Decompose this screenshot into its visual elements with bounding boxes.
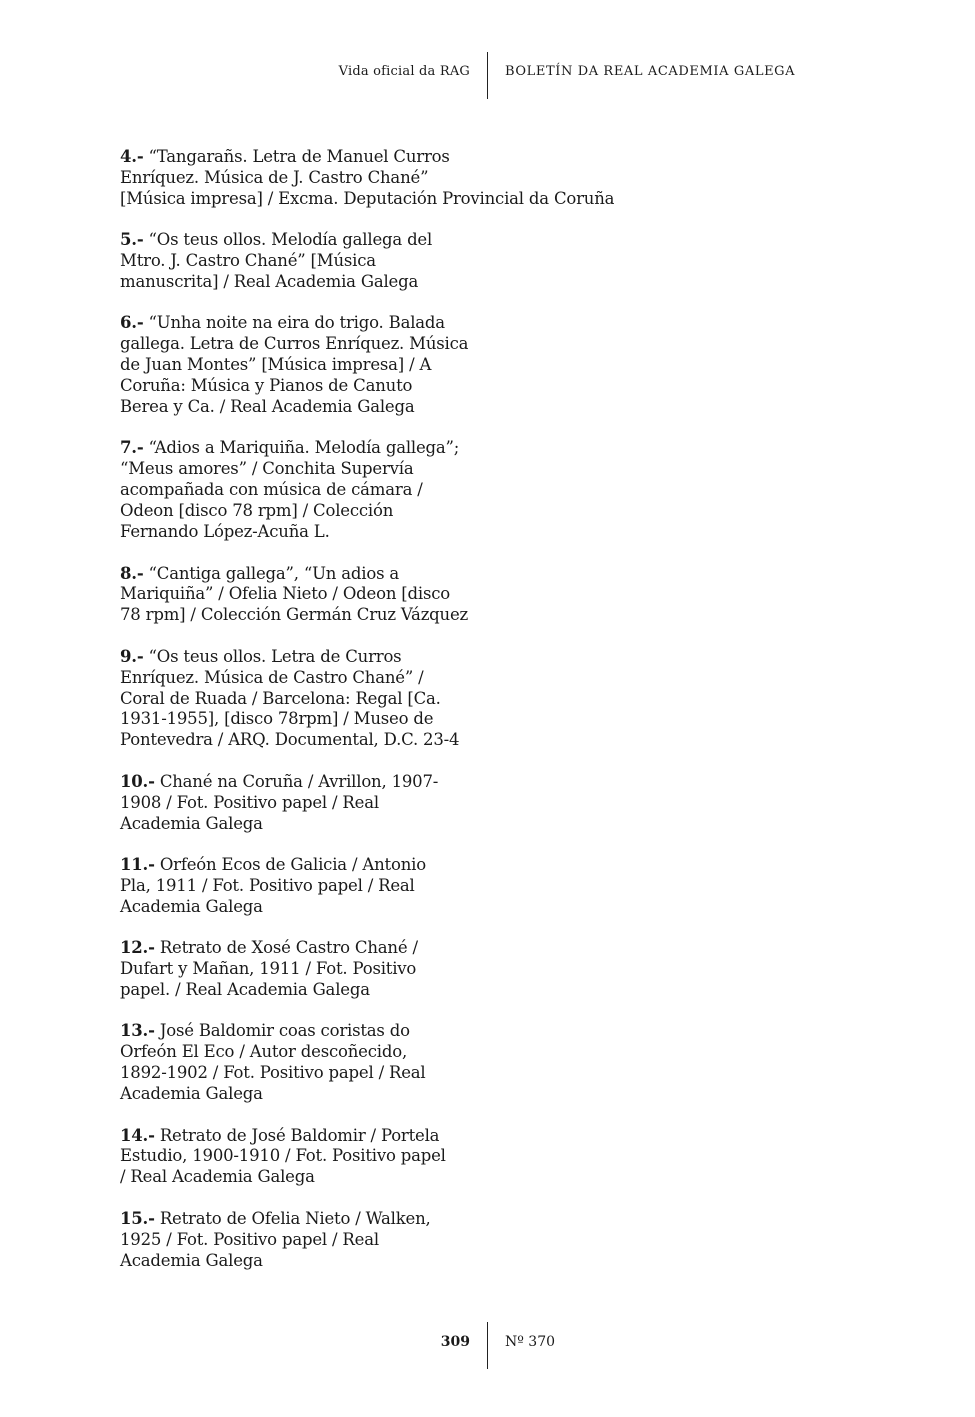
catalogue-list [120, 147, 615, 1292]
catalogue-entry-9 [120, 647, 600, 752]
catalogue-entry-13 [120, 1021, 600, 1105]
entry-line: 78 rpm] / Colección Germán Cruz Vázquez [120, 605, 469, 625]
catalogue-entry-11 [120, 855, 600, 918]
entry-text: “Os teus ollos. Letra de Curros [148, 646, 402, 666]
entry-text: Retrato de Xosé Castro Chané / [159, 938, 418, 958]
entry-line: gallega. Letra de Curros Enríquez. Música [120, 334, 469, 354]
entry-number: 14.- [120, 1125, 155, 1145]
catalogue-entry-7 [120, 438, 600, 543]
entry-line: papel. / Real Academia Galega [120, 980, 370, 999]
entry-number: 4.- [120, 147, 144, 166]
running-header-section: Vida oficial da RAG [338, 64, 470, 79]
entry-line [120, 313, 600, 334]
entry-line: Enríquez. Música de Castro Chané” / [120, 667, 424, 687]
entry-line: Estudio, 1900-1910 / Fot. Positivo papel [120, 1146, 446, 1166]
running-header-publication: BOLETÍN DA REAL ACADEMIA GALEGA [505, 64, 796, 79]
entry-line: de Juan Montes” [Música impresa] / A [120, 355, 432, 375]
entry-number: 15.- [120, 1208, 155, 1228]
entry-line: Dufart y Mañan, 1911 / Fot. Positivo [120, 959, 417, 979]
entry-line [120, 1021, 600, 1042]
entry-text: José Baldomir coas coristas do [159, 1021, 410, 1041]
entry-line [120, 855, 600, 876]
entry-number: 9.- [120, 646, 144, 666]
page-number: 309 [440, 1334, 470, 1350]
entry-number: 6.- [120, 313, 144, 333]
entry-number: 8.- [120, 563, 144, 583]
entry-line [120, 1126, 600, 1147]
entry-line: acompañada con música de cámara / [120, 480, 423, 500]
entry-line [120, 772, 600, 793]
entry-line: Academia Galega [120, 1250, 263, 1270]
entry-line: 1908 / Fot. Positivo papel / Real [120, 792, 379, 812]
entry-text: “Tangarañs. Letra de Manuel Curros [148, 147, 450, 166]
catalogue-entry-14 [120, 1126, 600, 1189]
entry-line: Mtro. J. Castro Chané” [Música [120, 251, 376, 271]
entry-text: Retrato de José Baldomir / Portela [159, 1125, 440, 1145]
entry-line: 1892-1902 / Fot. Positivo papel / Real [120, 1063, 426, 1083]
entry-line: Academia Galega [120, 1084, 263, 1104]
entry-line [120, 1209, 600, 1230]
header-divider [487, 52, 488, 99]
entry-text: Chané na Coruña / Avrillon, 1907- [159, 771, 439, 791]
entry-line: Academia Galega [120, 813, 263, 833]
entry-line: Mariquiña” / Ofelia Nieto / Odeon [disco [120, 584, 451, 604]
entry-line: Academia Galega [120, 896, 263, 916]
issue-number: Nº 370 [505, 1334, 556, 1350]
entry-text: Orfeón Ecos de Galicia / Antonio [159, 854, 426, 874]
entry-line: Odeon [disco 78 rpm] / Colección [120, 501, 394, 521]
entry-line [120, 564, 600, 585]
entry-number: 5.- [120, 230, 144, 250]
footer-divider [487, 1322, 488, 1369]
entry-line: Orfeón El Eco / Autor descoñecido, [120, 1042, 407, 1062]
catalogue-entry-4 [120, 147, 615, 210]
entry-line: 1931-1955], [disco 78rpm] / Museo de [120, 709, 434, 729]
entry-line [120, 230, 600, 251]
entry-line [120, 938, 600, 959]
catalogue-entry-5 [120, 230, 600, 293]
entry-line: [Música impresa] / Excma. Deputación Provincial da Coruña [120, 188, 615, 208]
catalogue-entry-6 [120, 313, 600, 418]
entry-text: “Os teus ollos. Melodía gallega del [148, 230, 433, 250]
entry-number: 13.- [120, 1021, 155, 1041]
entry-line [120, 438, 600, 459]
entry-line: Pontevedra / ARQ. Documental, D.C. 23-4 [120, 730, 460, 750]
entry-line: “Meus amores” / Conchita Supervía [120, 459, 414, 479]
entry-line: Pla, 1911 / Fot. Positivo papel / Real [120, 875, 415, 895]
entry-number: 12.- [120, 938, 155, 958]
entry-line: 1925 / Fot. Positivo papel / Real [120, 1229, 379, 1249]
entry-number: 7.- [120, 438, 144, 458]
catalogue-entry-15 [120, 1209, 600, 1272]
catalogue-entry-10 [120, 772, 600, 835]
entry-text: “Cantiga gallega”, “Un adios a [148, 563, 400, 583]
entry-text: “Adios a Mariquiña. Melodía gallega”; [148, 438, 460, 458]
entry-text: Retrato de Ofelia Nieto / Walken, [159, 1208, 431, 1228]
entry-line: Coral de Ruada / Barcelona: Regal [Ca. [120, 688, 441, 708]
entry-line: Fernando López-Acuña L. [120, 522, 330, 542]
entry-line: manuscrita] / Real Academia Galega [120, 272, 419, 292]
entry-line: Enríquez. Música de J. Castro Chané” [120, 167, 429, 187]
entry-number: 11.- [120, 854, 155, 874]
catalogue-entry-8 [120, 564, 600, 627]
entry-line: Coruña: Música y Pianos de Canuto [120, 376, 413, 396]
entry-text: “Unha noite na eira do trigo. Balada [148, 313, 445, 333]
entry-line: Berea y Ca. / Real Academia Galega [120, 397, 415, 417]
entry-number: 10.- [120, 771, 155, 791]
entry-line [120, 647, 600, 668]
entry-line: / Real Academia Galega [120, 1167, 315, 1187]
entry-line [120, 147, 600, 168]
catalogue-entry-12 [120, 938, 600, 1001]
